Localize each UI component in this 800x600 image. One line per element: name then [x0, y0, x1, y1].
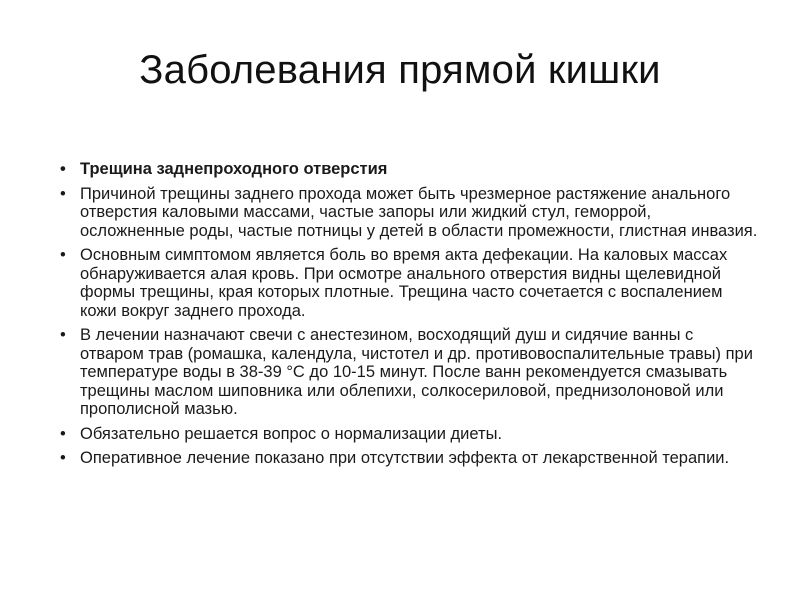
bullet-item-heading — [60, 160, 760, 179]
bullet-list — [60, 160, 760, 474]
bullet-text: Обязательно решается вопрос о нормализации диеты. — [80, 424, 503, 443]
bullet-text: Трещина заднепроходного отверстия — [80, 160, 388, 178]
bullet-item — [60, 185, 760, 241]
bullet-text: В лечении назначают свечи с анестезином, восходящий душ и сидячие ванны с отваром трав (ромашка, календула, чистотел и др. противовоспалительные травы) при температуре воды в 38-39 °С до 10-15 минут. После ванн рекомендуется смазывать трещины маслом шиповника или облепихи, солкосериловой, преднизолоновой или прополисной мазью. — [80, 326, 753, 418]
bullet-item — [60, 246, 760, 320]
slide-title: Заболевания прямой кишки — [139, 48, 661, 92]
bullet-dot-icon: • — [60, 184, 66, 203]
bullet-dot-icon: • — [60, 246, 66, 264]
bullet-text: Причиной трещины заднего прохода может быть чрезмерное растяжение анального отверстия каловыми массами, частые запоры или жидкий стул, геморрой, осложненные роды, частые потницы у детей в области промежности, глистная инвазия. — [80, 184, 758, 240]
bullet-dot-icon: • — [60, 449, 66, 467]
bullet-text: Основным симптомом является боль во время акта дефекации. На каловых массах обнаруживается алая кровь. При осмотре анального отверстия видны щелевидной формы трещины, края которых плотные. Трещина часто сочетается с воспалением кожи вокруг заднего прохода. — [80, 246, 728, 320]
bullet-dot-icon: • — [60, 160, 66, 178]
bullet-item — [60, 326, 760, 419]
bullet-dot-icon: • — [60, 424, 66, 443]
bullet-text: Оперативное лечение показано при отсутствии эффекта от лекарственной терапии. — [80, 449, 730, 467]
bullet-item — [60, 449, 760, 468]
bullet-item — [60, 425, 760, 444]
bullet-dot-icon: • — [60, 326, 66, 344]
